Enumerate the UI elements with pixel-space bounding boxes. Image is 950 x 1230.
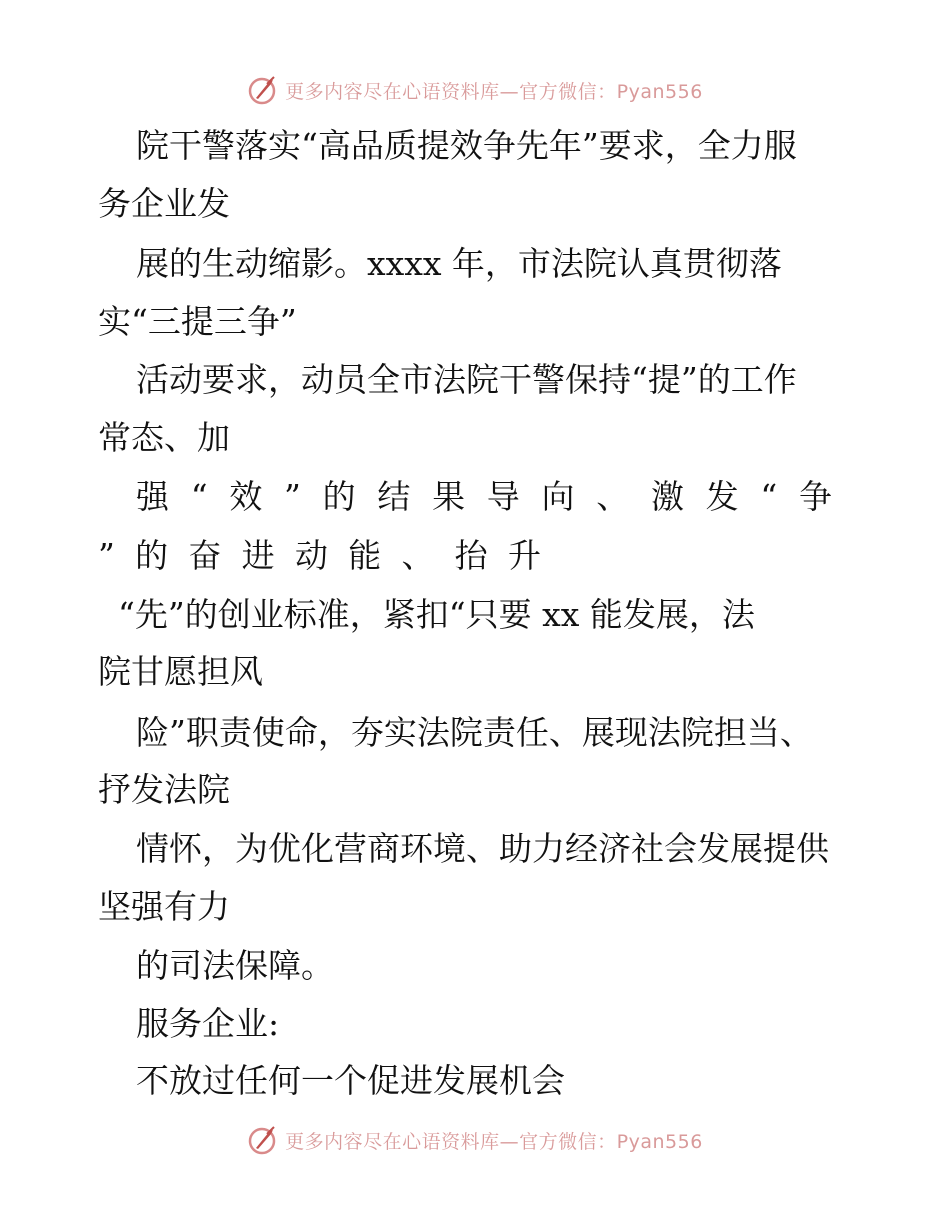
text-glyph: 动 bbox=[294, 536, 328, 575]
text-glyph: ” bbox=[98, 536, 115, 575]
spaced-text-line bbox=[136, 477, 832, 517]
text-line: 实“三提三争” bbox=[98, 302, 297, 341]
footer-watermark-banner bbox=[0, 1120, 950, 1160]
text-glyph: 果 bbox=[432, 477, 466, 516]
text-line: 常态、加 bbox=[98, 418, 230, 457]
text-line: 的司法保障。 bbox=[136, 946, 334, 985]
text-line: 坚强有力 bbox=[98, 887, 230, 926]
text-glyph: 、 bbox=[401, 536, 435, 575]
header-watermark-text: 更多内容尽在心语资料库—官方微信：Pyan556 bbox=[285, 80, 703, 103]
text-glyph: 导 bbox=[486, 477, 520, 516]
text-glyph: 的 bbox=[135, 536, 169, 575]
text-glyph: 的 bbox=[322, 477, 356, 516]
text-glyph: 效 bbox=[229, 477, 263, 516]
text-glyph: 向 bbox=[541, 477, 575, 516]
text-glyph: 进 bbox=[241, 536, 275, 575]
text-glyph: “ bbox=[190, 477, 208, 516]
text-glyph: 能 bbox=[348, 536, 382, 575]
text-glyph: 抬 bbox=[454, 536, 488, 575]
text-line: “先”的创业标准，紧扣“只要 xx 能发展，法 bbox=[118, 595, 755, 634]
text-glyph: “ bbox=[760, 477, 778, 516]
text-glyph: 、 bbox=[596, 477, 630, 516]
footer-watermark-text: 更多内容尽在心语资料库—官方微信：Pyan556 bbox=[285, 1130, 703, 1153]
text-line: 务企业发 bbox=[98, 184, 230, 223]
text-glyph: 强 bbox=[136, 477, 169, 516]
text-glyph: 奋 bbox=[188, 536, 222, 575]
spaced-text-line bbox=[98, 536, 541, 576]
text-line: 抒发法院 bbox=[98, 770, 230, 809]
text-line: 展的生动缩影。xxxx 年，市法院认真贯彻落 bbox=[136, 244, 782, 283]
text-glyph: 结 bbox=[377, 477, 411, 516]
text-glyph: 激 bbox=[650, 477, 684, 516]
text-line: 活动要求，动员全市法院干警保持“提”的工作 bbox=[136, 360, 797, 399]
text-glyph: 争 bbox=[798, 477, 832, 516]
text-line: 不放过任何一个促进发展机会 bbox=[136, 1061, 565, 1100]
text-line: 险”职责使命，夯实法院责任、展现法院担当、 bbox=[136, 713, 813, 752]
text-line: 院干警落实“高品质提效争先年”要求，全力服 bbox=[136, 126, 797, 165]
quill-pen-logo-icon bbox=[247, 1124, 279, 1156]
text-glyph: ” bbox=[284, 477, 301, 516]
text-line: 院甘愿担风 bbox=[98, 652, 263, 691]
text-line: 情怀，为优化营商环境、助力经济社会发展提供 bbox=[136, 829, 829, 868]
text-line: 服务企业: bbox=[136, 1004, 280, 1043]
text-glyph: 升 bbox=[508, 536, 541, 575]
text-glyph: 发 bbox=[705, 477, 739, 516]
